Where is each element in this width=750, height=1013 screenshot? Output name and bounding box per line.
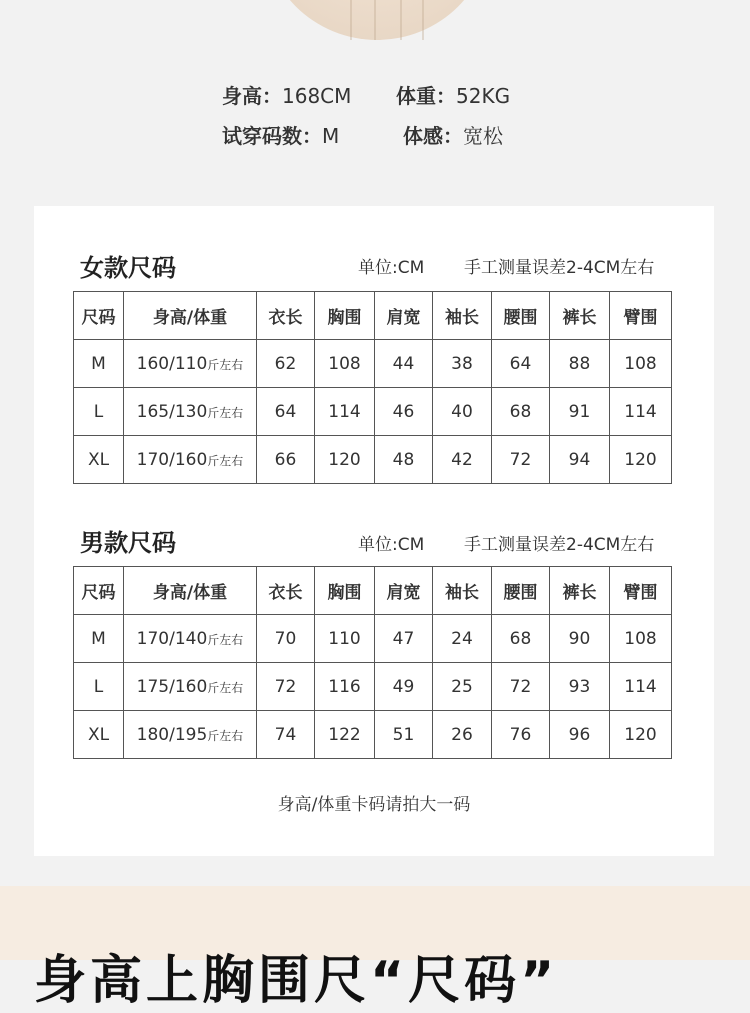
cell-length: 62 — [257, 340, 315, 388]
cell-pants-length: 91 — [550, 388, 610, 436]
model-photo — [262, 0, 492, 40]
cell-arm: 114 — [610, 663, 672, 711]
women-measure-note: 手工测量误差2-4CM左右 — [464, 258, 655, 278]
women-unit: 单位:CM — [358, 258, 425, 278]
cell-length: 66 — [257, 436, 315, 484]
table-row — [74, 436, 672, 484]
cell-size: M — [74, 340, 124, 388]
header-size: 尺码 — [74, 567, 124, 615]
women-size-table — [73, 291, 672, 484]
header-arm: 臂围 — [610, 292, 672, 340]
header-arm: 臂围 — [610, 567, 672, 615]
cell-height-weight: 180/195斤左右 — [124, 711, 257, 759]
cell-shoulder: 49 — [375, 663, 433, 711]
cell-arm: 120 — [610, 436, 672, 484]
cell-shoulder: 48 — [375, 436, 433, 484]
header-height-weight: 身高/体重 — [124, 292, 257, 340]
header-pants-length: 裤长 — [550, 567, 610, 615]
header-pants-length: 裤长 — [550, 292, 610, 340]
cell-height-weight: 175/160斤左右 — [124, 663, 257, 711]
cell-chest: 114 — [315, 388, 375, 436]
women-size-title: 女款尺码 — [80, 254, 176, 282]
header-height-weight: 身高/体重 — [124, 567, 257, 615]
header-size: 尺码 — [74, 292, 124, 340]
cell-shoulder: 47 — [375, 615, 433, 663]
cell-pants-length: 93 — [550, 663, 610, 711]
cell-shoulder: 46 — [375, 388, 433, 436]
cell-sleeve: 38 — [433, 340, 492, 388]
size-advice-footnote: 身高/体重卡码请拍大一码 — [277, 795, 471, 815]
cell-chest: 108 — [315, 340, 375, 388]
cell-waist: 76 — [492, 711, 550, 759]
cell-length: 74 — [257, 711, 315, 759]
cell-size: M — [74, 615, 124, 663]
cell-sleeve: 40 — [433, 388, 492, 436]
next-section-band — [0, 886, 750, 1011]
cell-chest: 120 — [315, 436, 375, 484]
table-header-row — [74, 292, 672, 340]
cell-arm: 120 — [610, 711, 672, 759]
header-length: 衣长 — [257, 567, 315, 615]
header-length: 衣长 — [257, 292, 315, 340]
men-size-table — [73, 566, 672, 759]
cell-size: L — [74, 388, 124, 436]
cell-size: XL — [74, 711, 124, 759]
cell-chest: 116 — [315, 663, 375, 711]
cell-length: 64 — [257, 388, 315, 436]
model-height: 身高：168CM — [222, 84, 352, 108]
table-row — [74, 388, 672, 436]
header-shoulder: 肩宽 — [375, 292, 433, 340]
cell-pants-length: 94 — [550, 436, 610, 484]
model-weight: 体重：52KG — [396, 84, 511, 108]
cell-size: XL — [74, 436, 124, 484]
cell-height-weight: 165/130斤左右 — [124, 388, 257, 436]
cell-sleeve: 26 — [433, 711, 492, 759]
header-waist: 腰围 — [492, 567, 550, 615]
size-chart-card — [34, 206, 714, 856]
cell-arm: 108 — [610, 615, 672, 663]
header-sleeve: 袖长 — [433, 292, 492, 340]
header-sleeve: 袖长 — [433, 567, 492, 615]
cell-length: 70 — [257, 615, 315, 663]
header-shoulder: 肩宽 — [375, 567, 433, 615]
men-size-title: 男款尺码 — [80, 529, 176, 557]
cell-height-weight: 160/110斤左右 — [124, 340, 257, 388]
cell-arm: 108 — [610, 340, 672, 388]
cell-chest: 122 — [315, 711, 375, 759]
cell-waist: 72 — [492, 436, 550, 484]
cell-chest: 110 — [315, 615, 375, 663]
header-waist: 腰围 — [492, 292, 550, 340]
cell-sleeve: 42 — [433, 436, 492, 484]
cell-waist: 72 — [492, 663, 550, 711]
table-header-row — [74, 567, 672, 615]
header-chest: 胸围 — [315, 292, 375, 340]
model-fit-feel: 体感：宽松 — [403, 124, 503, 148]
cell-pants-length: 88 — [550, 340, 610, 388]
cell-pants-length: 96 — [550, 711, 610, 759]
table-row — [74, 711, 672, 759]
next-section-heading: 身高上胸围尺“尺码” — [34, 951, 559, 1011]
cell-length: 72 — [257, 663, 315, 711]
men-unit: 单位:CM — [358, 535, 425, 555]
cell-waist: 68 — [492, 615, 550, 663]
cell-waist: 64 — [492, 340, 550, 388]
cell-waist: 68 — [492, 388, 550, 436]
cell-sleeve: 25 — [433, 663, 492, 711]
cell-shoulder: 51 — [375, 711, 433, 759]
cell-arm: 114 — [610, 388, 672, 436]
cell-shoulder: 44 — [375, 340, 433, 388]
cell-pants-length: 90 — [550, 615, 610, 663]
model-trial-size: 试穿码数：M — [222, 124, 340, 148]
cell-size: L — [74, 663, 124, 711]
cell-sleeve: 24 — [433, 615, 492, 663]
table-row — [74, 663, 672, 711]
table-row — [74, 340, 672, 388]
table-row — [74, 615, 672, 663]
cell-height-weight: 170/160斤左右 — [124, 436, 257, 484]
cell-height-weight: 170/140斤左右 — [124, 615, 257, 663]
header-chest: 胸围 — [315, 567, 375, 615]
men-measure-note: 手工测量误差2-4CM左右 — [464, 535, 655, 555]
